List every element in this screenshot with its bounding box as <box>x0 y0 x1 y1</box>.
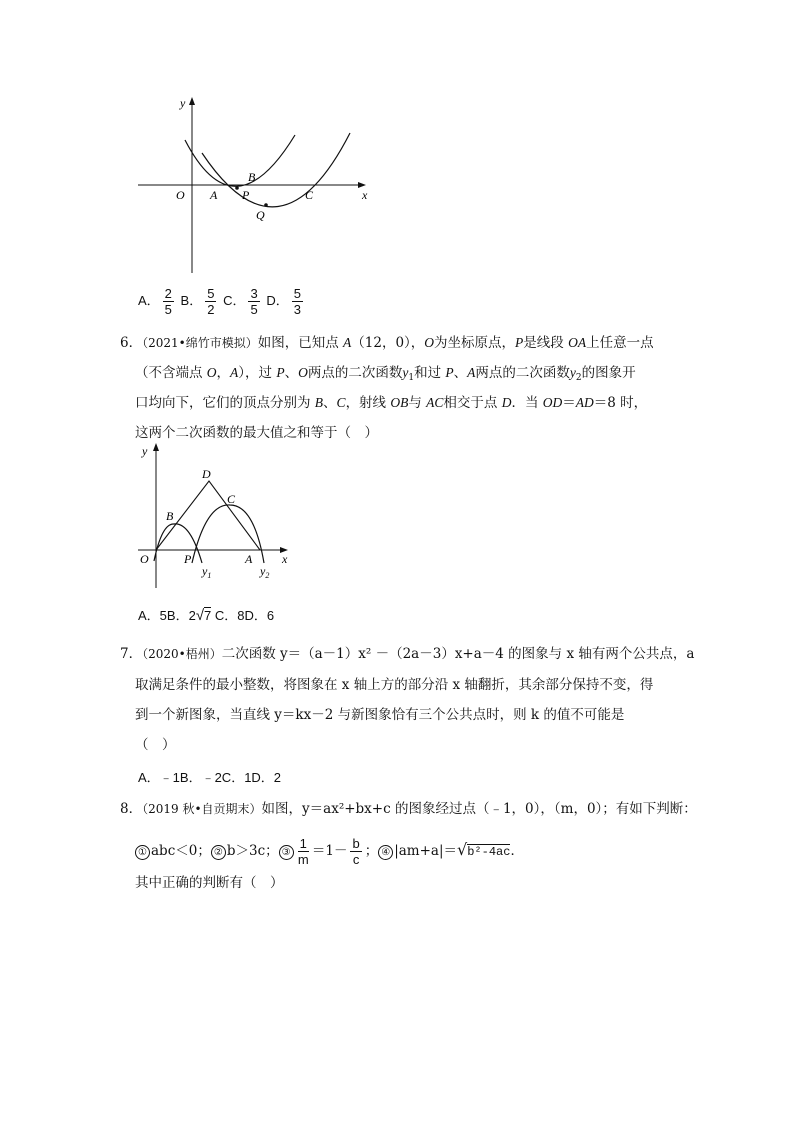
q6-text: 、 <box>453 365 468 381</box>
q6-options-b: C．8D．6 <box>211 608 275 623</box>
label-x: x <box>282 552 288 566</box>
label-c: C <box>227 492 236 506</box>
q6-text: 是线段 <box>523 335 569 351</box>
q8-frac-2 <box>350 836 361 867</box>
q6-options-a: A．5B．2 <box>138 608 196 623</box>
q5-option-c-label: C． <box>223 293 246 308</box>
q8-text: 如图，y＝ax²+bx+c 的图象经过点（﹣1，0），（m，0）；有如下判断： <box>261 801 697 817</box>
q6-var: A <box>343 335 352 350</box>
q8-text: ． <box>510 843 524 859</box>
q6-var: O <box>206 365 217 380</box>
q5-a-num: 2 <box>164 286 172 302</box>
q5-option-b-label: B． <box>180 293 203 308</box>
q7-text: 到一个新图象，当直线 y＝kx－2 与新图象恰有三个公共点时，则 k 的值不可能是 <box>135 707 625 723</box>
q5-option-c-fraction <box>248 286 259 317</box>
q5-a-den: 5 <box>164 302 172 318</box>
q6-var: D <box>501 395 512 410</box>
label-x: x <box>362 188 368 202</box>
label-q: Q <box>256 208 265 222</box>
q6-text: ＝ <box>562 395 576 411</box>
q6-text: 两点的二次函数 <box>475 365 570 381</box>
q8-frac-2-num: b <box>352 836 360 851</box>
q8-text: 其中正确的判断有（ ） <box>135 875 284 891</box>
label-y2 <box>259 564 269 580</box>
q5-option-a-fraction <box>163 286 174 317</box>
q8-frac-1 <box>298 836 309 867</box>
q8-stmt-2: b＞3c； <box>226 843 279 859</box>
q6-text: 与 <box>408 395 427 411</box>
q6-sub: 1 <box>408 373 415 383</box>
q6-text: 口均向下，它们的顶点分别为 <box>135 395 315 411</box>
parabola-1 <box>185 135 295 186</box>
label-b: B <box>248 170 256 184</box>
q7-number: 7． <box>120 646 143 662</box>
circled-4: ④ <box>378 845 393 860</box>
q7-text: 取满足条件的最小整数，将图象在 x 轴上方的部分沿 x 轴翻折，其余部分保持不变，得 <box>135 677 654 693</box>
label-y: y <box>180 96 186 110</box>
q6-line-1 <box>120 334 654 352</box>
q5-c-den: 5 <box>250 302 258 318</box>
label-y1-sub: 1 <box>207 571 212 580</box>
label-a: A <box>245 552 253 566</box>
q6-text: （12，0）， <box>351 335 425 351</box>
q8-line-1 <box>120 800 697 818</box>
q6-var: B <box>314 395 324 410</box>
q8-stmt-1: abc＜0； <box>151 843 211 859</box>
q8-line-3 <box>135 874 284 892</box>
q6-var: A <box>467 365 476 380</box>
point-p <box>235 186 239 190</box>
y-axis-arrow-icon <box>153 443 159 451</box>
point-q <box>264 203 268 207</box>
q6-text: 这两个二次函数的最大值之和等于（ ） <box>135 425 378 441</box>
label-a: A <box>210 188 218 202</box>
q6-text: 、 <box>284 365 299 381</box>
q6-text: 相交于点 <box>443 395 502 411</box>
q5-figure <box>130 95 380 280</box>
q6-var: AD <box>575 395 594 410</box>
q8-frac-2-den: c <box>352 852 360 867</box>
q6-line-4 <box>135 424 378 442</box>
q6-line-2 <box>135 364 636 387</box>
q8-frac-1-den: m <box>297 852 309 867</box>
label-p: P <box>184 552 192 566</box>
q8-source: （2019 秋•自贡期末） <box>142 802 262 816</box>
q5-option-b-fraction <box>205 286 216 317</box>
q8-number: 8． <box>120 801 143 817</box>
q6-var: O <box>298 365 308 380</box>
q6-var: AC <box>426 395 444 410</box>
circled-3: ③ <box>279 845 294 860</box>
q6-var: A <box>230 365 239 380</box>
q5-options <box>138 284 306 318</box>
q6-text: 、 <box>323 395 337 411</box>
q6-var: P <box>515 335 524 350</box>
q8-line-2 <box>135 830 524 872</box>
circled-2: ② <box>211 845 226 860</box>
q5-option-d-fraction <box>292 286 303 317</box>
q6-var: C <box>336 395 346 410</box>
q5-c-num: 3 <box>250 286 258 302</box>
label-p: P <box>242 188 250 202</box>
q6-text: ， <box>216 365 231 381</box>
q7-line-4 <box>135 736 176 754</box>
q5-option-a-label: A． <box>138 293 160 308</box>
q6-var: P <box>276 365 285 380</box>
q5-b-num: 5 <box>207 286 215 302</box>
q7-options-text: A．﹣1B．﹣2C．1D．2 <box>138 770 282 785</box>
sqrt-icon: √ <box>457 840 468 859</box>
parabola-2 <box>202 133 350 207</box>
sqrt-icon: √ <box>195 607 205 624</box>
label-y2-sub: 2 <box>265 571 270 580</box>
q8-root: b²-4ac <box>467 845 511 859</box>
q7-line-2 <box>135 676 653 694</box>
q5-d-num: 5 <box>293 286 301 302</box>
q6-var: P <box>445 365 454 380</box>
q6-var: y <box>402 365 409 380</box>
label-y1-main: y <box>202 564 208 578</box>
q8-frac-1-num: 1 <box>299 836 307 851</box>
q7-text: （ ） <box>135 737 176 753</box>
q6-text: ，射线 <box>345 395 391 411</box>
q6-var: O <box>424 335 435 350</box>
q6-sub: 2 <box>575 373 582 383</box>
q6-text: 为坐标原点， <box>434 335 516 351</box>
q6-text: ．当 <box>511 395 543 411</box>
q6-text: 和过 <box>414 365 446 381</box>
q6-text: 上任意一点 <box>586 335 654 351</box>
q8-text: ； <box>364 843 379 859</box>
q6-text: 如图，已知点 <box>257 335 344 351</box>
label-b: B <box>166 509 174 523</box>
label-y2-main: y <box>260 564 266 578</box>
y-axis-arrow-icon <box>189 97 195 105</box>
q6-source: （2021•绵竹市模拟） <box>142 336 258 350</box>
q7-options <box>138 769 281 787</box>
label-o: O <box>176 188 185 202</box>
q6-line-3 <box>135 394 647 412</box>
q6-text: 的图象开 <box>581 365 636 381</box>
label-y1 <box>201 564 211 580</box>
q6-text: ），过 <box>238 365 277 381</box>
circled-1: ① <box>135 845 150 860</box>
q6-options-root: 7 <box>204 608 212 623</box>
label-d: D <box>202 467 211 481</box>
q8-stmt-3: ＝1－ <box>311 843 348 859</box>
q6-var: OB <box>390 395 409 410</box>
q7-line-3 <box>135 706 624 724</box>
q7-text: 二次函数 y＝（a－1）x² －（2a－3）x+a－4 的图象与 x 轴有两个公共点，a <box>221 646 695 662</box>
q6-figure <box>132 443 302 593</box>
q7-source: （2020•梧州） <box>142 647 222 661</box>
q6-var: OA <box>568 335 587 350</box>
label-o: O <box>140 552 149 566</box>
q6-var: OD <box>542 395 563 410</box>
q5-option-d-label: D． <box>266 293 289 308</box>
label-c: C <box>305 188 314 202</box>
q7-line-1 <box>120 645 694 663</box>
parabola-y2 <box>192 505 264 563</box>
q6-text: 两点的二次函数 <box>307 365 403 381</box>
q5-b-den: 2 <box>207 302 215 318</box>
label-y: y <box>142 444 148 458</box>
q8-stmt-4: |am+a|＝ <box>394 843 458 859</box>
q5-d-den: 3 <box>293 302 301 318</box>
q6-var: y <box>569 365 576 380</box>
q6-text: （不含端点 <box>135 365 207 381</box>
q6-text: ＝8 时， <box>593 395 648 411</box>
q6-number: 6． <box>120 335 143 351</box>
q6-options <box>138 607 274 625</box>
